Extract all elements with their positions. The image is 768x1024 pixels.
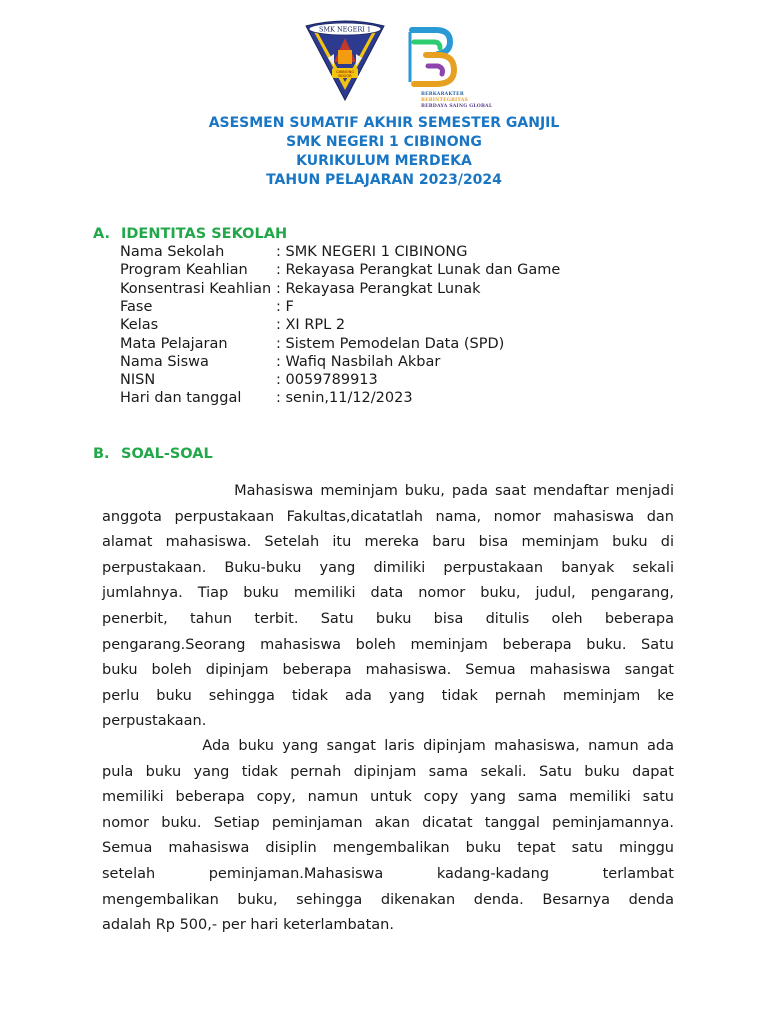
brand-tag-line1: BERKARAKTER <box>421 92 464 97</box>
document-title-line2: SMK NEGERI 1 CIBINONG <box>286 134 482 150</box>
paragraph-line: Mahasiswa meminjam buku, pada saat mendaftar menjadi <box>102 483 674 499</box>
paragraph-line: perpustakaan. Buku-buku yang dimiliki perpustakaan banyak sekali <box>102 559 674 576</box>
paragraph-line: adalah Rp 500,- per hari keterlambatan. <box>102 917 394 934</box>
identity-label: Kelas <box>120 317 159 333</box>
paragraph-line: alamat mahasiswa. Setelah itu mereka baru bisa meminjam buku di <box>102 534 674 551</box>
paragraph-line: Ada buku yang sangat laris dipinjam mahasiswa, namun ada <box>102 738 674 754</box>
paragraph-line: anggota perpustakaan Fakultas,dicatatlah nama, nomor mahasiswa dan <box>102 508 674 525</box>
identity-label: Mata Pelajaran <box>120 336 228 352</box>
school-crest-logo <box>304 20 386 102</box>
identity-value: : Sistem Pemodelan Data (SPD) <box>276 336 505 352</box>
section-b-title: SOAL-SOAL <box>121 446 213 462</box>
identity-label: Hari dan tanggal <box>120 390 242 406</box>
crest-top-text: SMK NEGERI 1 <box>318 25 372 34</box>
paragraph-line: Semua mahasiswa disiplin mengembalikan buku tepat satu minggu <box>102 840 674 857</box>
brand-tag-line3: BERDAYA SAING GLOBAL <box>421 104 493 109</box>
paragraph-line: perpustakaan. <box>102 713 207 730</box>
document-title-line1: ASESMEN SUMATIF AKHIR SEMESTER GANJIL <box>208 115 560 131</box>
svg-text:BOGOR: BOGOR <box>338 74 352 78</box>
paragraph-line: jumlahnya. Tiap buku memiliki data nomor buku, judul, pengarang, <box>102 585 674 602</box>
question-paragraph-1 <box>102 479 674 735</box>
identity-label: Konsentrasi Keahlian <box>120 281 272 297</box>
identity-label: Nama Siswa <box>120 354 209 370</box>
paragraph-line: pula buku yang tidak pernah dipinjam sama sekali. Satu buku dapat <box>102 763 674 780</box>
identity-label: Fase <box>120 299 153 315</box>
header-logos <box>0 18 768 109</box>
section-a-letter: A. <box>93 226 110 242</box>
section-a-heading <box>93 225 287 244</box>
paragraph-line: setelah peminjaman.Mahasiswa kadang-kadang terlambat <box>102 865 674 882</box>
paragraph-line: perlu buku sehingga tidak ada yang tidak pernah meminjam ke <box>102 687 674 704</box>
document-title-line4: TAHUN PELAJARAN 2023/2024 <box>266 172 502 188</box>
question-paragraph-2 <box>102 734 674 939</box>
identity-label: Program Keahlian <box>120 262 248 278</box>
identity-value: : Rekayasa Perangkat Lunak <box>276 281 481 297</box>
paragraph-line: penerbit, tahun terbit. Satu buku bisa ditulis oleh beberapa <box>102 610 674 627</box>
identity-value: : senin,11/12/2023 <box>276 390 413 406</box>
identity-value: : F <box>276 299 294 315</box>
paragraph-line: pengarang.Seorang mahasiswa boleh meminjam beberapa buku. Satu <box>102 636 674 653</box>
paragraph-line: nomor buku. Setiap peminjaman akan dicatat tanggal peminjamannya. <box>102 814 674 831</box>
identity-label: NISN <box>120 372 156 388</box>
identity-value: : Rekayasa Perangkat Lunak dan Game <box>276 262 561 278</box>
identity-value: : Wafiq Nasbilah Akbar <box>276 354 441 370</box>
identity-value: : SMK NEGERI 1 CIBINONG <box>276 244 468 260</box>
brand-tag-line2: BERINTEGRITAS <box>421 98 469 103</box>
identity-value: : XI RPL 2 <box>276 317 346 333</box>
paragraph-line: buku boleh dipinjam beberapa mahasiswa. Semua mahasiswa sangat <box>102 662 674 679</box>
identity-value: : 0059789913 <box>276 372 378 388</box>
section-b-letter: B. <box>93 446 110 462</box>
section-b-heading <box>93 445 213 464</box>
section-a-title: IDENTITAS SEKOLAH <box>121 226 288 242</box>
paragraph-line: mengembalikan buku, sehingga dikenakan denda. Besarnya denda <box>102 891 674 908</box>
paragraph-line: memiliki beberapa copy, namun untuk copy yang sama memiliki satu <box>102 789 674 806</box>
crest-bottom-text: CIBINONG <box>335 70 355 74</box>
identity-label: Nama Sekolah <box>120 244 225 260</box>
document-title-line3: KURIKULUM MERDEKA <box>296 153 472 169</box>
